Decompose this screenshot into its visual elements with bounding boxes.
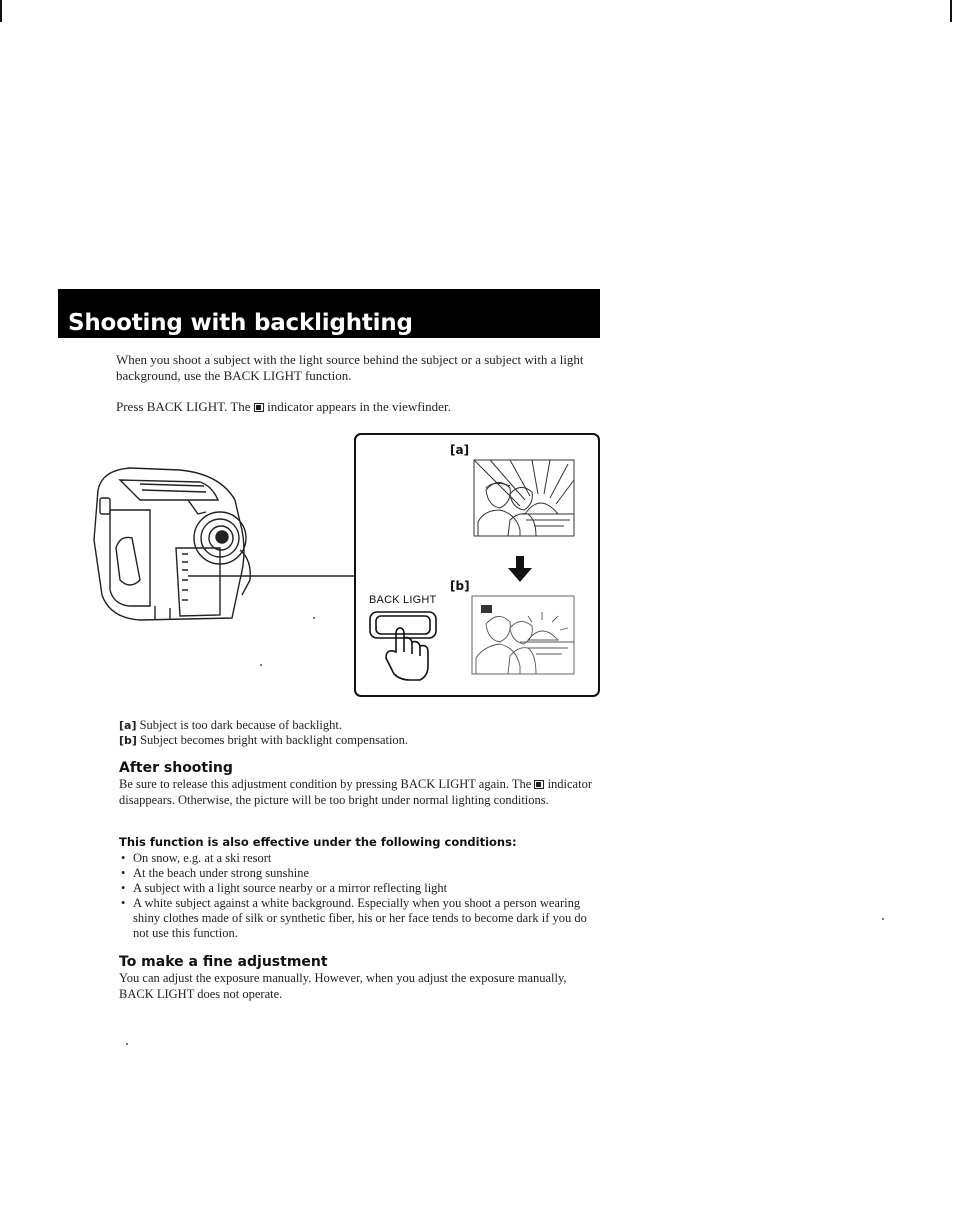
conditions-list — [119, 851, 599, 941]
back-light-button-illustration — [370, 612, 436, 638]
label-a: [a] — [450, 443, 470, 457]
scan-speck — [313, 617, 315, 619]
scene-a-illustration — [474, 460, 574, 536]
caption-a-key: [a] — [119, 719, 137, 732]
press-text-before: Press BACK LIGHT. The — [116, 399, 251, 414]
caption-b-key: [b] — [119, 734, 137, 747]
scene-b-illustration — [472, 596, 574, 674]
scan-speck — [882, 918, 884, 920]
back-light-button-label: BACK LIGHT — [369, 594, 437, 606]
list-item: • A subject with a light source nearby or a mirror reflecting light — [119, 881, 599, 896]
right-edge-mark — [950, 0, 952, 22]
backlight-indicator-icon — [254, 403, 264, 412]
backlight-indicator-icon — [534, 780, 544, 789]
scan-speck — [260, 664, 262, 666]
intro-text: When you shoot a subject with the light source behind the subject or a subject with a light background, use the BACK LIGHT function. — [116, 352, 584, 383]
after-shooting-heading: After shooting — [119, 760, 233, 776]
after-shooting-text — [119, 776, 599, 808]
press-text-after: indicator appears in the viewfinder. — [267, 399, 451, 414]
arrow-down-icon — [508, 556, 532, 582]
camcorder-illustration — [94, 468, 250, 620]
left-edge-mark — [0, 0, 2, 22]
caption-a-text: Subject is too dark because of backlight. — [139, 718, 342, 732]
after-shooting-text-after: indicator disappears. Otherwise, the picture will be too bright under normal lighting conditions. — [119, 777, 592, 807]
title-banner — [58, 289, 600, 338]
press-instruction — [116, 399, 596, 415]
page-title: Shooting with backlighting — [68, 310, 413, 336]
label-b: [b] — [450, 579, 470, 593]
scan-speck — [126, 1043, 128, 1045]
figure-illustration — [80, 430, 604, 700]
conditions-heading: This function is also effective under the following conditions: — [119, 835, 517, 849]
list-item: • On snow, e.g. at a ski resort — [119, 851, 599, 866]
caption-b — [119, 732, 408, 749]
list-item: • At the beach under strong sunshine — [119, 866, 599, 881]
fine-adjustment-heading: To make a fine adjustment — [119, 954, 328, 970]
pointing-hand-icon — [386, 628, 428, 680]
after-shooting-text-before: Be sure to release this adjustment condition by pressing BACK LIGHT again. The — [119, 777, 532, 791]
fine-adjustment-text: You can adjust the exposure manually. However, when you adjust the exposure manually, BACK LIGHT does not operate. — [119, 971, 567, 1001]
list-item: • A white subject against a white background. Especially when you shoot a person wearing shiny clothes made of silk or synthetic fiber, his or her face tends to become dark if you do not use this function. — [119, 896, 599, 941]
backlight-figure — [80, 430, 604, 700]
caption-b-text: Subject becomes bright with backlight compensation. — [140, 733, 409, 747]
